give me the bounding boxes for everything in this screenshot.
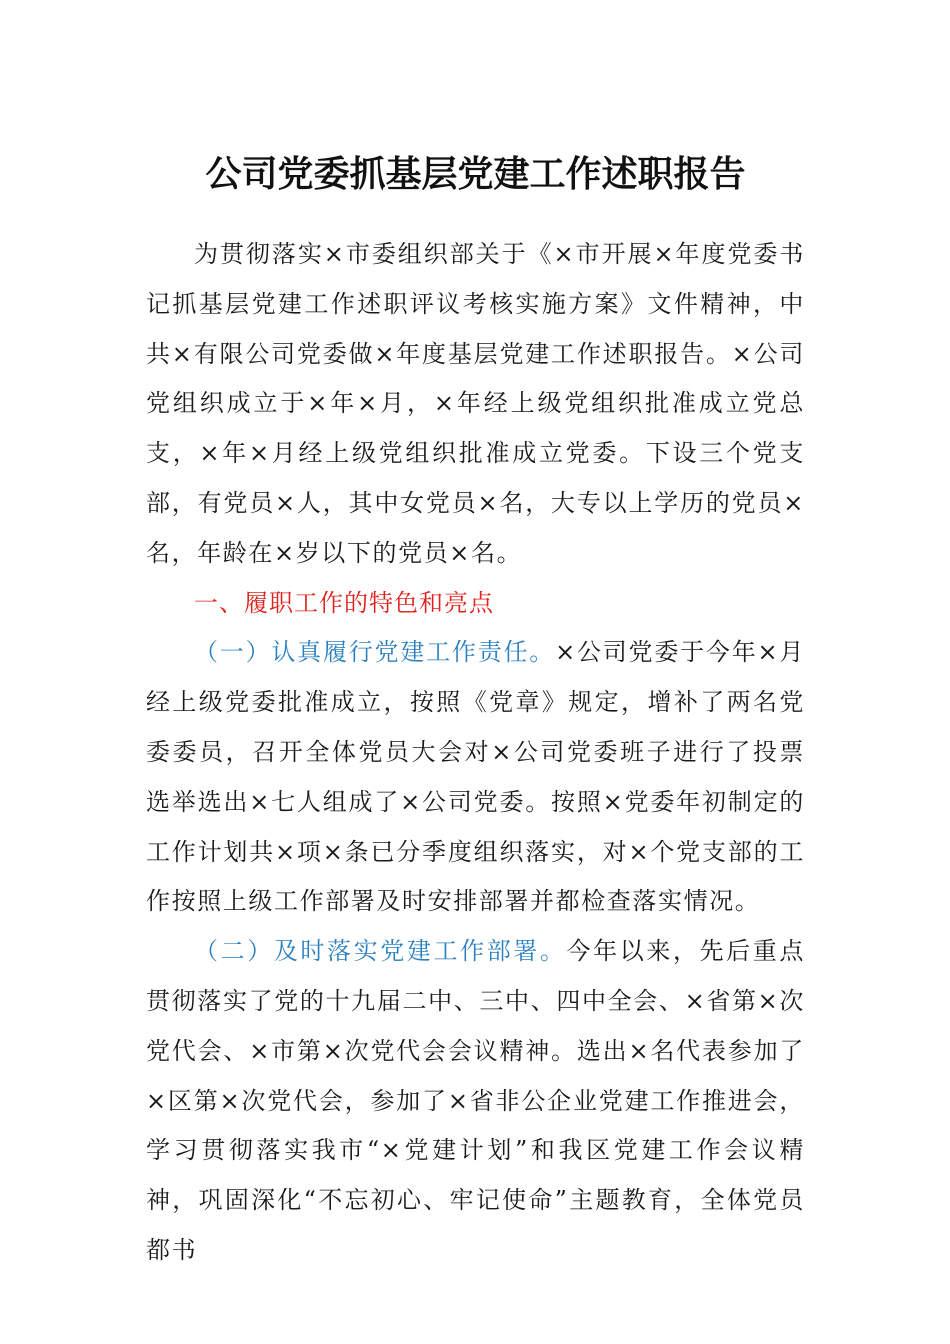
item-heading-1: （一）认真履行党建工作责任。	[194, 638, 556, 667]
intro-paragraph: 为贯彻落实×市委组织部关于《×市开展×年度党委书记抓基层党建工作述职评议考核实施方案》文件精神，中共×有限公司党委做×年度基层党建工作述职报告。×公司党组织成立于×年×月，×年经上级党组织批准成立党总支，×年×月经上级党组织批准成立党委。下设三个党支部，有党员×人，其中女党员×名，大专以上学历的党员×名，年龄在×岁以下的党员×名。	[146, 240, 805, 567]
section-heading: 一、履职工作的特色和亮点	[194, 588, 494, 617]
item-text-1: ×公司党委于今年×月经上级党委批准成立，按照《党章》规定，增补了两名党委委员，召开全体党员大会对×公司党委班子进行了投票选举选出×七人组成了×公司党委。按照×党委年初制定的工作计划共×项×条已分季度组织落实，对×个党支部的工作按照上级工作部署及时安排部署并都检查落实情况。	[146, 638, 805, 916]
item-text-2: 今年以来，先后重点贯彻落实了党的十九届二中、三中、四中全会、×省第×次党代会、×市第×次党代会会议精神。选出×名代表参加了×区第×次党代会，参加了×省非公企业党建工作推进会，学习贯彻落实我市“×党建计划”和我区党建工作会议精神，巩固深化“不忘初心、牢记使命”主题教育，全体党员都书	[146, 937, 805, 1264]
item-heading-2: （二）及时落实党建工作部署。	[194, 937, 567, 966]
item-paragraph-1	[146, 628, 805, 927]
item-paragraph-2	[146, 927, 805, 1276]
document-title: 公司党委抓基层党建工作述职报告	[205, 153, 746, 195]
